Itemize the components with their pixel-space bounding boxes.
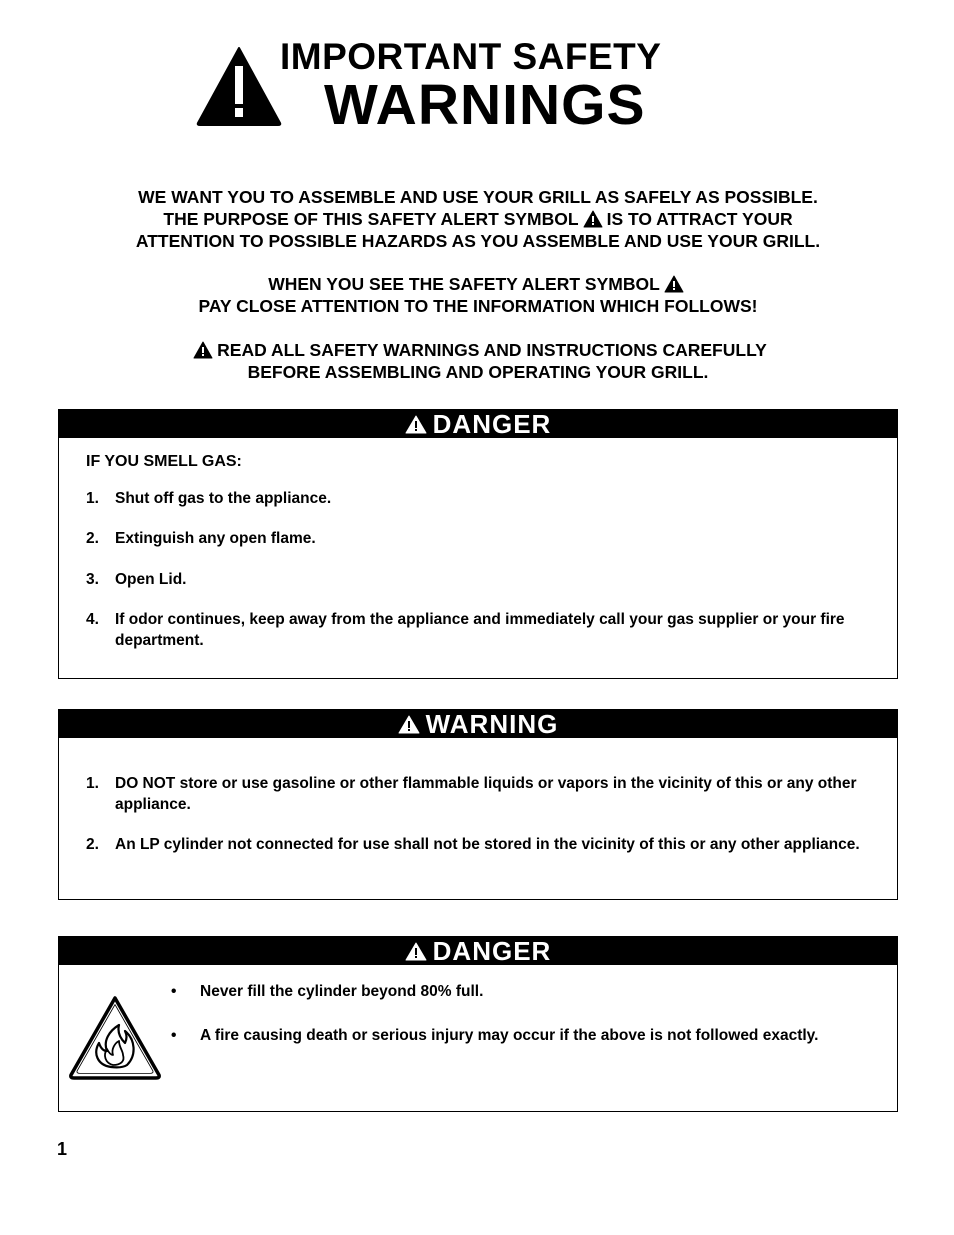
safety-alert-icon — [664, 275, 684, 293]
intro-line: PAY CLOSE ATTENTION TO THE INFORMATION WHICH FOLLOWS! — [198, 296, 758, 316]
list-bullet: • — [171, 1027, 177, 1044]
list-number: 1. — [86, 775, 99, 792]
intro-text: READ ALL SAFETY WARNINGS AND INSTRUCTIONS CAREFULLY — [217, 340, 767, 360]
safety-alert-icon — [405, 415, 427, 434]
list-text: DO NOT store or use gasoline or other flammable liquids or vapors in the vicinity of this or any other appliance. — [115, 775, 857, 813]
intro-text: WHEN YOU SEE THE SAFETY ALERT SYMBOL — [268, 274, 660, 294]
intro-line — [60, 208, 896, 230]
intro-line — [60, 273, 896, 295]
warning-triangle-icon — [196, 46, 282, 126]
danger-title: DANGER — [432, 409, 552, 439]
list-bullet: • — [171, 983, 177, 1000]
danger-box-gas — [58, 409, 898, 679]
list-text: Extinguish any open flame. — [115, 530, 316, 547]
list-number: 2. — [86, 836, 99, 853]
danger-box-cylinder — [58, 936, 898, 1112]
page-header — [196, 34, 716, 137]
safety-alert-icon — [405, 942, 427, 961]
list-number: 4. — [86, 611, 99, 628]
list-text: If odor continues, keep away from the appliance and immediately call your gas supplier or your fire department. — [115, 611, 845, 649]
list-number: 1. — [86, 490, 99, 507]
intro-line: WE WANT YOU TO ASSEMBLE AND USE YOUR GRILL AS SAFELY AS POSSIBLE. — [138, 187, 818, 207]
warning-box — [58, 709, 898, 900]
intro-line: BEFORE ASSEMBLING AND OPERATING YOUR GRILL. — [247, 362, 709, 382]
gas-subtitle: IF YOU SMELL GAS: — [86, 453, 242, 470]
list-text: A fire causing death or serious injury may occur if the above is not followed exactly. — [200, 1027, 819, 1044]
header-title-line2: WARNINGS — [324, 73, 646, 137]
danger-header — [59, 410, 897, 438]
list-text: An LP cylinder not connected for use shall not be stored in the vicinity of this or any other appliance. — [115, 836, 860, 853]
danger-header — [59, 937, 897, 965]
intro-text: IS TO ATTRACT YOUR — [606, 209, 793, 229]
safety-alert-icon — [583, 210, 603, 228]
safety-alert-icon — [398, 715, 420, 734]
fire-hazard-icon — [67, 995, 163, 1081]
list-text: Open Lid. — [115, 571, 187, 588]
intro-line: ATTENTION TO POSSIBLE HAZARDS AS YOU ASSEMBLE AND USE YOUR GRILL. — [135, 231, 821, 251]
safety-alert-icon — [193, 341, 213, 359]
list-number: 3. — [86, 571, 99, 588]
warning-header — [59, 710, 897, 738]
list-text: Never fill the cylinder beyond 80% full. — [200, 983, 484, 1000]
header-title-line1: IMPORTANT SAFETY — [280, 36, 662, 77]
intro-line — [60, 339, 896, 361]
danger-title: DANGER — [432, 936, 552, 966]
intro-paragraph-3 — [60, 339, 896, 383]
intro-paragraph-1 — [60, 186, 896, 252]
intro-paragraph-2 — [60, 273, 896, 317]
warning-title: WARNING — [425, 709, 559, 739]
list-number: 2. — [86, 530, 99, 547]
page-number: 1 — [57, 1139, 68, 1159]
list-text: Shut off gas to the appliance. — [115, 490, 332, 507]
intro-text: THE PURPOSE OF THIS SAFETY ALERT SYMBOL — [163, 209, 579, 229]
